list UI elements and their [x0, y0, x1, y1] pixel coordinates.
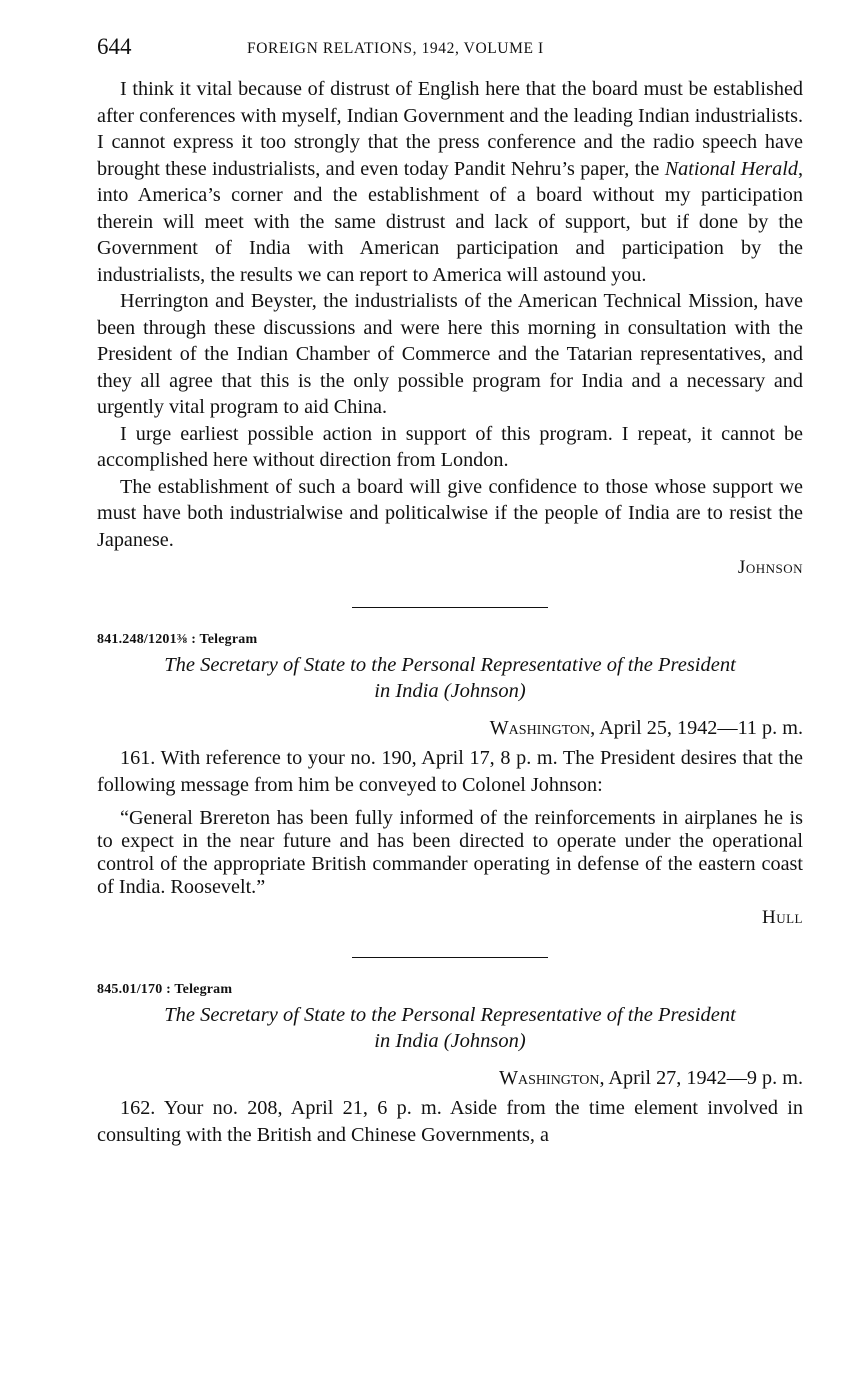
paragraph: I think it vital because of distrust of English here that the board must be established after conferences with myself, Indian Government and the leading Indian industrialists. I cannot express it too strongly that the press conference and the radio speech have brought these industrialists, and even today Pandit Nehru’s paper, the National Herald, into America’s corner and the establishment of a board without my participation therein will meet with the same distrust and lack of support, but if done by the Government of India with American participation and participation by the industrialists, the results we can report to America will astound you. [97, 78, 803, 286]
section-divider [352, 607, 548, 608]
document-title: The Secretary of State to the Personal Representative of the President in India (Johnson) [164, 654, 736, 702]
section-johnson-telegram [97, 76, 803, 553]
document-page [97, 30, 803, 1148]
paragraph: Herrington and Beyster, the industrialists of the American Technical Mission, have been through these discussions and were here this morning in consultation with the President of the Indian Chamber of Commerce and the Tatarian representatives, and they all agree that this is the only possible program for India and a necessary and urgently vital program to aid China. [97, 290, 803, 418]
document-title: The Secretary of State to the Personal Representative of the President in India (Johnson) [164, 1004, 736, 1052]
file-reference: 845.01/170 : Telegram [97, 982, 233, 997]
section-divider [352, 957, 548, 958]
paragraph: 161. With reference to your no. 190, April 17, 8 p. m. The President desires that the following message from him be conveyed to Colonel Johnson: [97, 747, 803, 796]
paragraph: 162. Your no. 208, April 21, 6 p. m. Aside from the time element involved in consulting with the British and Chinese Governments, a [97, 1097, 803, 1146]
signature-johnson: Johnson [737, 557, 803, 578]
telegram-body [97, 745, 803, 798]
telegram-body [97, 1095, 803, 1148]
dateline: Washington, April 27, 1942—9 p. m. [498, 1067, 803, 1089]
paragraph: I urge earliest possible action in support of this program. I repeat, it cannot be accomplished here without direction from London. [97, 422, 803, 471]
quoted-message: “General Brereton has been fully informed of the reinforcements in airplanes he is to expect in the near future and has been directed to operate under the operational control of the appropriate British commander operating in defense of the eastern coast of India. Roosevelt.” [97, 807, 803, 898]
signature-hull: Hull [762, 907, 803, 928]
running-title: FOREIGN RELATIONS, 1942, VOLUME I [247, 40, 544, 57]
page-number: 644 [97, 34, 132, 59]
file-reference: 841.248/1201⅜ : Telegram [97, 632, 258, 647]
dateline: Washington, April 25, 1942—11 p. m. [489, 717, 803, 739]
paragraph: The establishment of such a board will give confidence to those whose support we must have both industrialwise and politicalwise if the people of India are to resist the Japanese. [97, 475, 803, 551]
running-head [97, 30, 803, 70]
newspaper-name: National Herald [664, 157, 798, 180]
